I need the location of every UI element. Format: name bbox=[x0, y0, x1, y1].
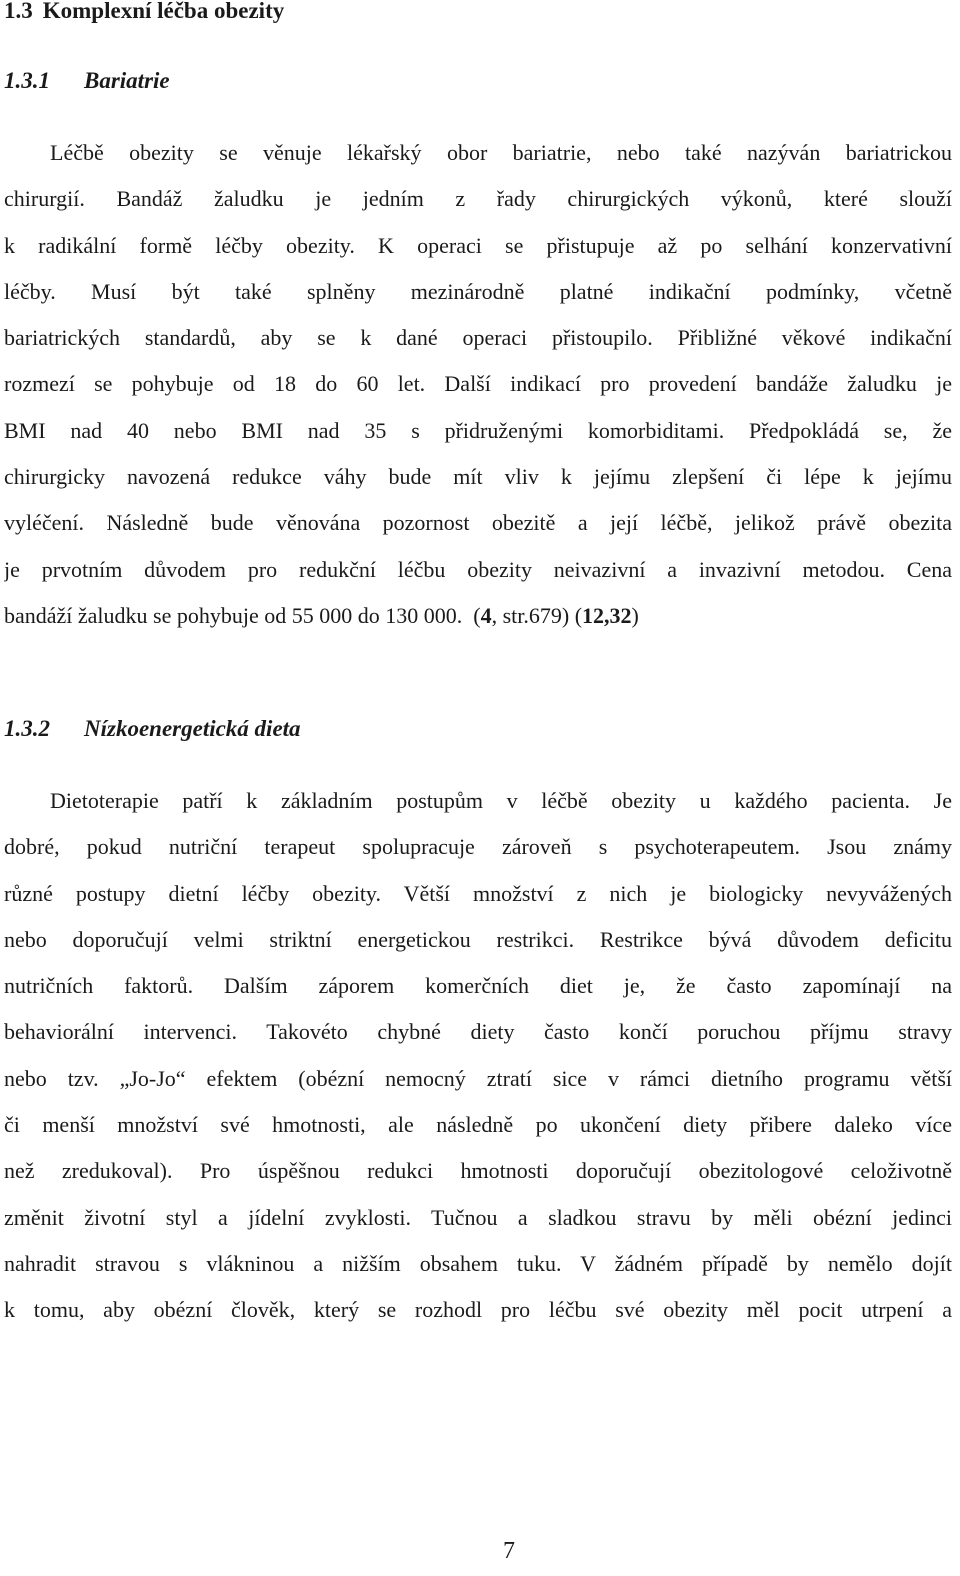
text-line: k radikální formě léčby obezity. K operaci se přistupuje až po selhání konzervativní bbox=[4, 232, 952, 258]
subsection-number: 1.3.1 bbox=[4, 68, 50, 93]
subsection-title: Nízkoenergetická dieta bbox=[84, 716, 301, 741]
text-line: či menší množství své hmotnosti, ale následně po ukončení diety přibere daleko více bbox=[4, 1112, 952, 1138]
text-line: různé postupy dietní léčby obezity. Větší množství z nich je biologicky nevyvážených bbox=[4, 880, 952, 906]
text-line: vyléčení. Následně bude věnována pozornost obezitě a její léčbě, jelikož právě obezita bbox=[4, 510, 952, 536]
subsection-number: 1.3.2 bbox=[4, 716, 50, 741]
paragraph-dieta bbox=[4, 778, 952, 1334]
text-line: Dietoterapie patří k základním postupům v léčbě obezity u každého pacienta. Je bbox=[50, 788, 952, 813]
text-line: změnit životní styl a jídelní zvyklosti. Tučnou a sladkou stravu by měli obézní jedinci bbox=[4, 1204, 952, 1230]
text-line: léčby. Musí být také splněny mezinárodně platné indikační podmínky, včetně bbox=[4, 278, 952, 304]
last-line-text: bandáží žaludku se pohybuje od 55 000 do 130 000. bbox=[4, 602, 463, 628]
paragraph-bariatrie bbox=[4, 130, 952, 639]
text-line: behaviorální intervenci. Takovéto chybné diety často končí poruchou příjmu stravy bbox=[4, 1019, 952, 1045]
text-line: je prvotním důvodem pro redukční léčbu obezity neivazivní a invazivní metodou. Cena bbox=[4, 556, 952, 582]
text-line: chirurgicky navozená redukce váhy bude mít vliv k jejímu zlepšení či lépe k jejímu bbox=[4, 464, 952, 490]
text-line: rozmezí se pohybuje od 18 do 60 let. Další indikací pro provedení bandáže žaludku je bbox=[4, 371, 952, 397]
text-line: nebo doporučují velmi striktní energetickou restrikci. Restrikce bývá důvodem deficitu bbox=[4, 926, 952, 952]
citation-2: (12,32) bbox=[574, 602, 639, 628]
page-number: 7 bbox=[503, 1538, 515, 1564]
text-line: k tomu, aby obézní člověk, který se rozhodl pro léčbu své obezity měl pocit utrpení a bbox=[4, 1297, 952, 1323]
text-line-last bbox=[4, 593, 952, 639]
section-number: 1.3 bbox=[4, 0, 33, 23]
citation-1: (4, str.679) bbox=[473, 602, 570, 628]
text-line: nutričních faktorů. Dalším záporem komerčních diet je, že často zapomínají na bbox=[4, 973, 952, 999]
text-line: chirurgií. Bandáž žaludku je jedním z řady chirurgických výkonů, které slouží bbox=[4, 186, 952, 212]
text-line: než zredukoval). Pro úspěšnou redukci hmotnosti doporučují obezitologové celoživotně bbox=[4, 1158, 952, 1184]
text-line: bariatrických standardů, aby se k dané operaci přistoupilo. Přibližné věkové indikační bbox=[4, 325, 952, 351]
section-heading bbox=[4, 0, 284, 24]
text-line: dobré, pokud nutriční terapeut spolupracuje zároveň s psychoterapeutem. Jsou známy bbox=[4, 834, 952, 860]
subsection-title: Bariatrie bbox=[84, 68, 170, 93]
subsection-heading-bariatrie bbox=[4, 68, 170, 94]
text-line: BMI nad 40 nebo BMI nad 35 s přidruženými komorbiditami. Předpokládá se, že bbox=[4, 417, 952, 443]
text-line: Léčbě obezity se věnuje lékařský obor bariatrie, nebo také nazýván bariatrickou bbox=[50, 140, 952, 165]
text-line: nahradit stravou s vlákninou a nižším obsahem tuku. V žádném případě by nemělo dojít bbox=[4, 1250, 952, 1276]
text-line: nebo tzv. „Jo-Jo“ efektem (obézní nemocný ztratí sice v rámci dietního programu větší bbox=[4, 1065, 952, 1091]
subsection-heading-dieta bbox=[4, 716, 301, 742]
section-title: Komplexní léčba obezity bbox=[42, 0, 285, 23]
